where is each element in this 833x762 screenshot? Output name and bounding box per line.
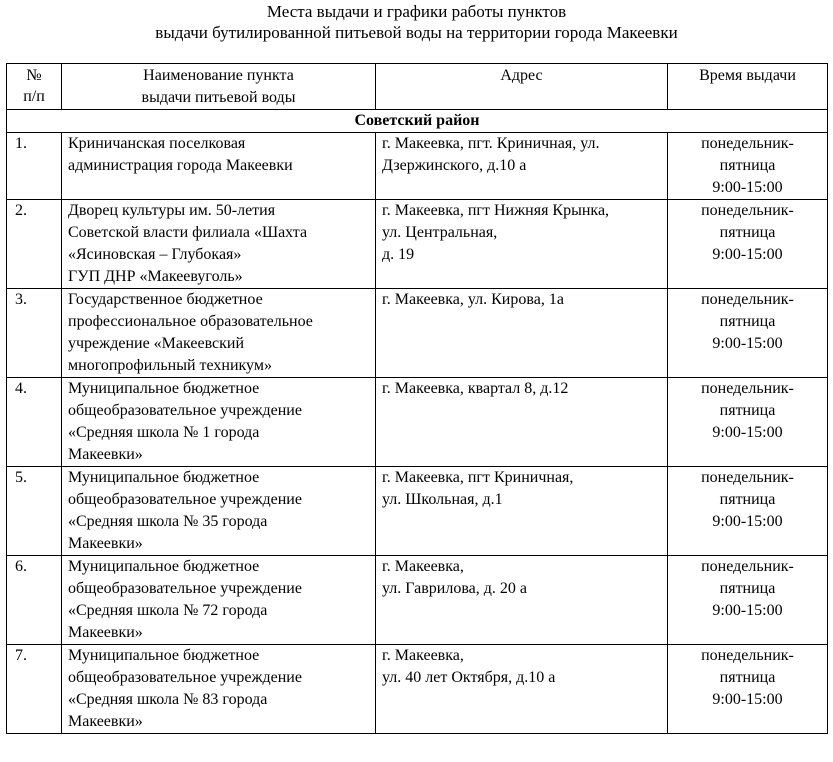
point-address-line: г. Макеевка, <box>382 647 464 664</box>
point-name-line: администрация города Макеевки <box>68 157 293 174</box>
point-name-line: многопрофильный техникум» <box>68 357 272 374</box>
point-name-line: Государственное бюджетное <box>68 291 263 308</box>
row-number: 1. <box>7 133 62 200</box>
point-name-line: Муниципальное бюджетное <box>68 469 260 486</box>
table-header-row <box>7 64 828 110</box>
table-row <box>7 556 828 645</box>
point-address <box>376 133 668 200</box>
row-number: 7. <box>7 645 62 734</box>
point-name-line: «Средняя школа № 72 города <box>68 602 268 619</box>
point-name-line: ГУП ДНР «Макеевуголь» <box>68 268 243 285</box>
table-row <box>7 200 828 289</box>
issue-time-line: 9:00-15:00 <box>712 246 783 263</box>
issue-time-line: пятница <box>719 402 776 419</box>
point-name-line: общеобразовательное учреждение <box>68 402 302 419</box>
row-number: 3. <box>7 289 62 378</box>
point-name <box>62 200 376 289</box>
point-name-line: «Средняя школа № 1 города <box>68 424 260 441</box>
point-address-line: г. Макеевка, квартал 8, д.12 <box>382 380 569 397</box>
point-address <box>376 200 668 289</box>
point-name-line: Муниципальное бюджетное <box>68 380 260 397</box>
point-name <box>62 289 376 378</box>
point-name-line: общеобразовательное учреждение <box>68 491 302 508</box>
issue-time-line: понедельник- <box>701 202 794 219</box>
point-name <box>62 645 376 734</box>
issue-time-line: 9:00-15:00 <box>712 424 783 441</box>
point-name <box>62 133 376 200</box>
point-address-line: г. Макеевка, ул. Кирова, 1а <box>382 291 564 308</box>
point-address <box>376 556 668 645</box>
point-address-line: ул. Центральная, <box>382 224 498 241</box>
issue-time-line: понедельник- <box>701 135 794 152</box>
table-body <box>7 110 828 734</box>
point-name-line: Макеевки» <box>68 446 143 463</box>
issue-time-line: пятница <box>719 491 776 508</box>
issue-time <box>668 556 828 645</box>
issue-time-line: пятница <box>719 669 776 686</box>
point-address-line: г. Макеевка, пгт. Криничная, ул. <box>382 135 600 152</box>
point-name-line: Макеевки» <box>68 535 143 552</box>
point-name-line: Муниципальное бюджетное <box>68 647 260 664</box>
point-name-line: Советской власти филиала «Шахта <box>68 224 308 241</box>
table-row <box>7 378 828 467</box>
issue-time-line: понедельник- <box>701 558 794 575</box>
point-address-line: ул. Школьная, д.1 <box>382 491 503 508</box>
point-name-line: «Средняя школа № 35 города <box>68 513 268 530</box>
water-points-table <box>6 63 828 734</box>
header-number: № п/п <box>7 64 62 110</box>
issue-time-line: понедельник- <box>701 469 794 486</box>
issue-time-line: 9:00-15:00 <box>712 602 783 619</box>
table-row <box>7 645 828 734</box>
issue-time-line: пятница <box>719 313 776 330</box>
point-address-line: г. Макеевка, пгт Нижняя Крынка, <box>382 202 610 219</box>
issue-time-line: пятница <box>719 224 776 241</box>
point-name-line: общеобразовательное учреждение <box>68 669 302 686</box>
point-name-line: Криничанская поселковая <box>68 135 246 152</box>
row-number: 4. <box>7 378 62 467</box>
issue-time-line: понедельник- <box>701 291 794 308</box>
document-title <box>0 0 833 43</box>
issue-time <box>668 289 828 378</box>
point-address-line: ул. Гаврилова, д. 20 а <box>382 580 528 597</box>
issue-time <box>668 133 828 200</box>
title-line-2: выдачи бутилированной питьевой воды на территории города Макеевки <box>155 23 678 42</box>
title-line-1: Места выдачи и графики работы пунктов <box>266 2 567 21</box>
issue-time-line: 9:00-15:00 <box>712 179 783 196</box>
issue-time-line: понедельник- <box>701 647 794 664</box>
header-name: Наименование пункта выдачи питьевой воды <box>62 64 376 110</box>
point-name <box>62 556 376 645</box>
row-number: 5. <box>7 467 62 556</box>
row-number: 6. <box>7 556 62 645</box>
point-name-line: Макеевки» <box>68 713 143 730</box>
point-name-line: учреждение «Макеевский <box>68 335 245 352</box>
issue-time <box>668 378 828 467</box>
district-name: Советский район <box>7 110 828 133</box>
point-name-line: «Средняя школа № 83 города <box>68 691 268 708</box>
point-address <box>376 645 668 734</box>
issue-time-line: понедельник- <box>701 380 794 397</box>
point-address-line: д. 19 <box>382 246 415 263</box>
point-name-line: Муниципальное бюджетное <box>68 558 260 575</box>
issue-time-line: пятница <box>719 580 776 597</box>
table-row <box>7 133 828 200</box>
point-address-line: Дзержинского, д.10 а <box>382 157 527 174</box>
issue-time <box>668 645 828 734</box>
point-address <box>376 378 668 467</box>
header-address: Адрес <box>376 64 668 110</box>
table-row <box>7 289 828 378</box>
point-name-line: профессиональное образовательное <box>68 313 313 330</box>
table-row <box>7 467 828 556</box>
point-address <box>376 467 668 556</box>
issue-time-line: 9:00-15:00 <box>712 335 783 352</box>
point-address-line: г. Макеевка, пгт Криничная, <box>382 469 574 486</box>
point-address <box>376 289 668 378</box>
issue-time-line: 9:00-15:00 <box>712 691 783 708</box>
issue-time-line: 9:00-15:00 <box>712 513 783 530</box>
header-time: Время выдачи <box>668 64 828 110</box>
point-name <box>62 378 376 467</box>
issue-time <box>668 200 828 289</box>
point-name <box>62 467 376 556</box>
district-row <box>7 110 828 133</box>
point-address-line: ул. 40 лет Октября, д.10 а <box>382 669 556 686</box>
row-number: 2. <box>7 200 62 289</box>
point-name-line: общеобразовательное учреждение <box>68 580 302 597</box>
point-name-line: Дворец культуры им. 50-летия <box>68 202 276 219</box>
point-name-line: Макеевки» <box>68 624 143 641</box>
issue-time <box>668 467 828 556</box>
issue-time-line: пятница <box>719 157 776 174</box>
point-name-line: «Ясиновская – Глубокая» <box>68 246 242 263</box>
point-address-line: г. Макеевка, <box>382 558 464 575</box>
